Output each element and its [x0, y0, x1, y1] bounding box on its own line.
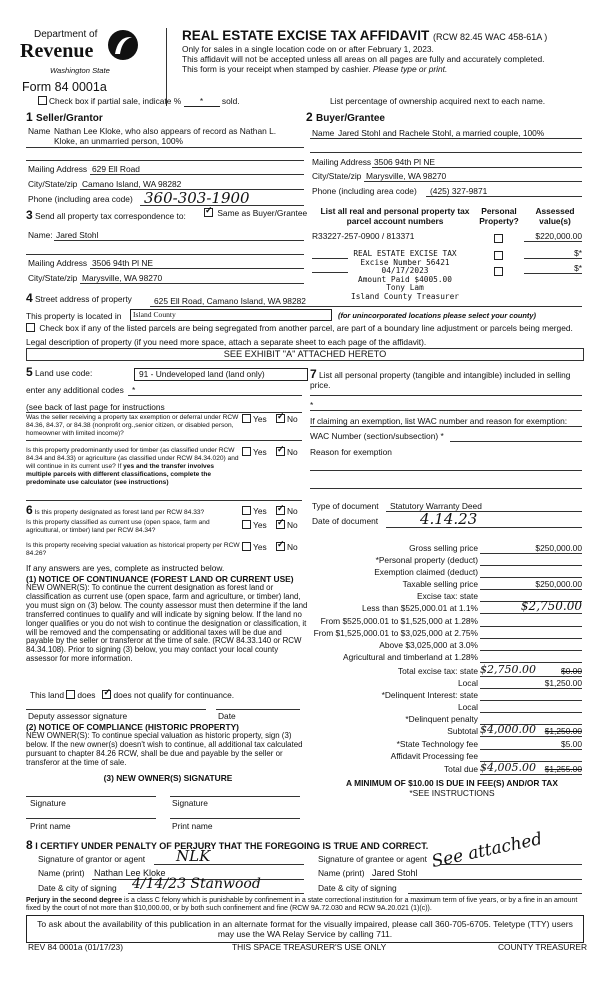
calc-label: Agricultural and timberland at 1.28% — [342, 652, 478, 662]
q2-no-checkbox[interactable] — [276, 447, 285, 456]
corr-mail: 3506 94th Pl NE — [92, 258, 153, 268]
seller-heading: 1 Seller/Grantor — [26, 110, 103, 124]
personal-checkbox-3[interactable] — [494, 267, 503, 276]
q1-no-checkbox[interactable] — [276, 414, 285, 423]
parcel-header: List all real and personal property tax parcel account numbers — [320, 206, 470, 226]
calc-label: Affidavit Processing fee — [390, 751, 478, 761]
calc-label: Taxable selling price — [402, 579, 478, 589]
doc-type: Statutory Warranty Deed — [390, 501, 482, 511]
calc-label: From $1,525,000.01 to $3,025,000 at 2.75% — [313, 628, 478, 638]
seller-name-1: Nathan Lee Kloke, who also appears of record as Nathan L. — [54, 126, 277, 136]
deputy-signature-label: Deputy assessor signature — [28, 711, 128, 721]
q1-yes-checkbox[interactable] — [242, 414, 251, 423]
seller-city-label: City/State/zip — [28, 179, 78, 189]
calc-handwritten: $2,750.00 — [480, 663, 536, 676]
assessed-value-1: $220,000.00 — [535, 231, 582, 241]
legal-description: SEE EXHIBIT "A" ATTACHED HERETO — [26, 348, 584, 361]
grantor-name: Nathan Lee Kloke — [94, 868, 166, 878]
notice-continuance: NEW OWNER(S): To continue the current designation as forest land or classification as current use (open space, farm and agriculture, or timber) land, you must sign on (3) below. The county assessor must then determine if the land transferred continues to qualify and will indicate by signing below. If the land no longer qualifies or you do not wish to continue the designation or classification, it will be removed and the compensating or additional taxes will be due and payable by the seller or transferor at the time of sale. (RCW 84.33.140 or RCW 84.34.108). Prior to signing (3) below, you may contact your local county assessor for more information. — [26, 583, 308, 664]
personal-header: Personal Property? — [479, 206, 519, 226]
exemption-label: If claiming an exemption, list WAC number and reason for exemption: — [310, 416, 568, 426]
calc-label: Local — [457, 678, 478, 688]
additional-codes: * — [132, 385, 136, 395]
seller-name-label: Name — [28, 126, 51, 136]
does-not-checkbox[interactable] — [102, 690, 111, 699]
calc-label: Above $3,025,000 at 3.0% — [379, 640, 478, 650]
grantee-signature: See attached — [429, 829, 545, 872]
calc-label: *Delinquent Interest: state — [381, 690, 478, 700]
q-exemption: Was the seller receiving a property tax exemption or deferral under RCW 84.36, 84.37, or 84.38 (nonprofit org.,senior citizen, or disabled person, homeowner with limited income)? — [26, 414, 239, 437]
seller-city: Camano Island, WA 98282 — [82, 179, 182, 189]
q-historic: Is this property receiving special valuation as historical property per RCW 84.26? — [26, 542, 240, 557]
if-yes-note: If any answers are yes, complete as instructed below. — [26, 563, 225, 573]
owner-print-2: Print name — [172, 821, 213, 831]
parcel-row: R33227-257-0900 / 813371 — [312, 231, 415, 241]
does-checkbox[interactable] — [66, 690, 75, 699]
corr-name-label: Name: — [28, 230, 53, 240]
segregated-note: Check box if any of the listed parcels are being segregated from another parcel, are part of a boundary line adjustment or parcels being merged. — [26, 323, 573, 333]
corr-city-label: City/State/zip — [28, 273, 78, 283]
located-in-label: This property is located in — [26, 311, 122, 321]
calc-label: From $525,000.01 to $1,525,000 at 1.28% — [320, 616, 478, 626]
seller-phone: 360-303-1900 — [144, 189, 250, 207]
personal-checkbox-2[interactable] — [494, 251, 503, 260]
calc-label: Subtotal — [447, 726, 478, 736]
form-revision: REV 84 0001a (01/17/23) — [28, 942, 123, 952]
header-line-3: This form is your receipt when stamped by cashier. Please type or print. — [182, 64, 448, 74]
logo-state: Washington State — [50, 66, 110, 75]
calc-label: Gross selling price — [409, 543, 478, 553]
buyer-name: Jared Stohl and Rachele Stohl, a married couple, 100% — [338, 128, 545, 138]
reason-label: Reason for exemption — [310, 447, 392, 457]
doc-type-label: Type of document — [312, 501, 379, 511]
seller-mail-label: Mailing Address — [28, 164, 88, 174]
q-timber: Is this property predominantly used for timber (as classified under RCW 84.34 and 84.33) or agriculture (as classified under RCW 84.34.020) and will continue in its current use? If yes and the transfer involves multiple parcels with different classifications, complete the predominate use calculator (see instructions) — [26, 447, 239, 486]
q2-yes-checkbox[interactable] — [242, 447, 251, 456]
county-note: (for unincorporated locations please select your county) — [338, 311, 536, 320]
partial-sale-checkbox[interactable] — [38, 96, 47, 105]
grantee-signature-label: Signature of grantee or agent — [318, 854, 427, 864]
calc-value: $1,250.00 — [544, 678, 582, 688]
q5-no-checkbox[interactable] — [276, 542, 285, 551]
buyer-city-label: City/State/zip — [312, 171, 362, 181]
q5-yes-checkbox[interactable] — [242, 542, 251, 551]
notice-compliance: NEW OWNER(S): To continue special valuation as historic property, sign (3) below. If the new owner(s) doesn't wish to continue, all additional tax calculated pursuant to chapter 84.26 RCW, shall be due and payable by the seller or transferor at the time of sale. — [26, 731, 303, 767]
legal-label: Legal description of property (if you need more space, attach a separate sheet to each page of the affidavit). — [26, 337, 427, 347]
land-use-label: 5 Land use code: — [26, 365, 93, 379]
grantor-date: 4/14/23 Stanwood — [132, 876, 261, 892]
buyer-name-label: Name — [312, 128, 335, 138]
owner-signature-2: Signature — [172, 798, 208, 808]
logo-swoosh-icon — [106, 28, 140, 62]
q-forest: 6 Is this property designated as forest land per RCW 84.33? — [26, 503, 205, 517]
notice-compliance-title: (2) NOTICE OF COMPLIANCE (HISTORIC PROPERTY) — [26, 722, 239, 732]
q4-yes-checkbox[interactable] — [242, 520, 251, 529]
buyer-phone: (425) 327-9871 — [430, 186, 488, 196]
calc-label: *Personal property (deduct) — [375, 555, 478, 565]
grantor-name-label: Name (print) — [38, 868, 85, 878]
see-instructions-2: *SEE INSTRUCTIONS — [409, 788, 495, 798]
calc-value: $5.00 — [561, 739, 582, 749]
wac-label: WAC Number (section/subsection) * — [310, 431, 444, 441]
county-treasurer: COUNTY TREASURER — [498, 942, 588, 952]
buyer-heading: 2 Buyer/Grantee — [306, 110, 385, 124]
q4-no-checkbox[interactable] — [276, 520, 285, 529]
assessed-header: Assessed value(s) — [535, 206, 575, 226]
assessed-value-2: $* — [574, 248, 582, 258]
additional-codes-label: enter any additional codes — [26, 385, 124, 395]
calc-value: $250,000.00 — [535, 579, 582, 589]
personal-checkbox-1[interactable] — [494, 234, 503, 243]
calc-label: Local — [457, 702, 478, 712]
land-use-select[interactable]: 91 - Undeveloped land (land only) — [134, 368, 308, 381]
q3-no-checkbox[interactable] — [276, 506, 285, 515]
treasurer-stamp: REAL ESTATE EXCISE TAX Excise Number 56421 04/17/2023 Amount Paid $4005.00 Tony Lam Island County Treasurer — [351, 249, 459, 301]
grantor-signature-label: Signature of grantor or agent — [38, 854, 146, 864]
header-line-1: Only for sales in a single location code on or after February 1, 2023. — [182, 44, 434, 54]
grantee-date-label: Date & city of signing — [318, 883, 397, 893]
doc-date-label: Date of document — [312, 516, 379, 526]
seller-name-2: Kloke, an unmarried person, 100% — [54, 136, 183, 146]
partial-sale: Check box if partial sale, indicate % * sold. — [38, 96, 240, 107]
segregated-checkbox[interactable] — [26, 323, 35, 332]
logo-dept: Department of — [34, 29, 98, 40]
calc-handwritten: $4,005.00 — [480, 761, 536, 774]
calc-value: $0.00 — [561, 666, 582, 676]
calc-label: Excise tax: state — [417, 591, 478, 601]
q-current-use: Is this property classified as current use (open space, farm and agricultural, or timber) land per RCW 84.34? — [26, 519, 210, 534]
see-instructions: (see back of last page for instructions — [26, 402, 165, 412]
owner-signature-1: Signature — [30, 798, 66, 808]
logo-revenue: Revenue — [20, 40, 94, 62]
certify-heading: 8 I CERTIFY UNDER PENALTY OF PERJURY THAT THE FOREGOING IS TRUE AND CORRECT. — [26, 838, 429, 852]
calc-value: $1,255.00 — [544, 764, 582, 774]
calc-label: Total due — [444, 764, 478, 774]
street-address-label: 4 Street address of property — [26, 291, 132, 305]
ada-notice: To ask about the availability of this publication in an alternate format for the visually impaired, please call 360-705-6705. Teletype (TTY) users may use the WA Relay Service by calling 711. — [26, 915, 584, 943]
corr-mail-label: Mailing Address — [28, 258, 88, 268]
corr-name: Jared Stohl — [56, 230, 99, 240]
calc-label: Less than $525,000.01 at 1.1% — [362, 603, 478, 613]
deputy-date-label: Date — [218, 711, 236, 721]
perjury-notice: Perjury in the second degree is a class C felony which is punishable by confinement in a state correctional institution for a maximum term of five years, or by a fine in an amount fixed by the court of not more than $10,000.00, or by both such confinement and fine (RCW 9A.72.030 and RCW 9A.20.021 (1)(c)). — [26, 897, 578, 913]
treasurer-use: THIS SPACE TREASURER'S USE ONLY — [232, 942, 387, 952]
assessed-value-3: $* — [574, 263, 582, 273]
percentage-note: List percentage of ownership acquired next to each name. — [330, 96, 546, 106]
minimum-due: A MINIMUM OF $10.00 IS DUE IN FEE(S) AND/OR TAX — [346, 778, 558, 788]
notice-continuance-title: (1) NOTICE OF CONTINUANCE (FOREST LAND OR CURRENT USE) — [26, 574, 294, 584]
calc-value: $250,000.00 — [535, 543, 582, 553]
calc-value: $2,750.00 — [520, 599, 582, 613]
personal-property-value: * — [310, 400, 314, 410]
corr-city: Marysville, WA 98270 — [82, 273, 163, 283]
calc-label: *State Technology fee — [396, 739, 478, 749]
calc-label: Total excise tax: state — [397, 666, 478, 676]
same-as-buyer: ✓ Same as Buyer/Grantee — [204, 208, 307, 218]
owner-print-1: Print name — [30, 821, 71, 831]
doc-date: 4.14.23 — [420, 510, 478, 528]
buyer-mail-label: Mailing Address — [312, 157, 372, 167]
grantor-date-label: Date & city of signing — [38, 883, 117, 893]
q3-yes-checkbox[interactable] — [242, 506, 251, 515]
page-title: REAL ESTATE EXCISE TAX AFFIDAVIT (RCW 82.45 WAC 458-61A ) — [182, 28, 548, 43]
seller-phone-label: Phone (including area code) — [28, 194, 133, 204]
calc-label: *Delinquent penalty — [405, 714, 478, 724]
county-select[interactable]: Island County — [130, 309, 332, 321]
form-number: Form 84 0001a — [22, 80, 107, 94]
new-owner-signature-title: (3) NEW OWNER(S) SIGNATURE — [103, 773, 233, 783]
grantee-name-label: Name (print) — [318, 868, 365, 878]
buyer-city: Marysville, WA 98270 — [366, 171, 447, 181]
same-as-buyer-checkbox[interactable] — [204, 208, 213, 217]
correspondence-label: 3 Send all property tax correspondence to: — [26, 208, 186, 222]
grantee-name: Jared Stohl — [372, 868, 418, 878]
calc-label: Exemption claimed (deduct) — [374, 567, 478, 577]
calc-handwritten: $4,000.00 — [480, 723, 536, 736]
dor-logo — [20, 28, 160, 78]
buyer-phone-label: Phone (including area code) — [312, 186, 417, 196]
grantor-signature: NLK — [176, 847, 211, 865]
buyer-mail: 3506 94th Pl NE — [374, 157, 435, 167]
street-address: 625 Ell Road, Camano Island, WA 98282 — [154, 296, 306, 306]
header-line-2: This affidavit will not be accepted unless all areas on all pages are fully and accurately completed. — [182, 54, 545, 64]
continuance-choice: This land does ✓ does not qualify for continuance. — [30, 690, 234, 700]
personal-property-label: 7 List all personal property (tangible and intangible) included in selling price. — [310, 367, 571, 390]
seller-mail: 629 Ell Road — [92, 164, 140, 174]
calc-value: $1,250.00 — [544, 726, 582, 736]
